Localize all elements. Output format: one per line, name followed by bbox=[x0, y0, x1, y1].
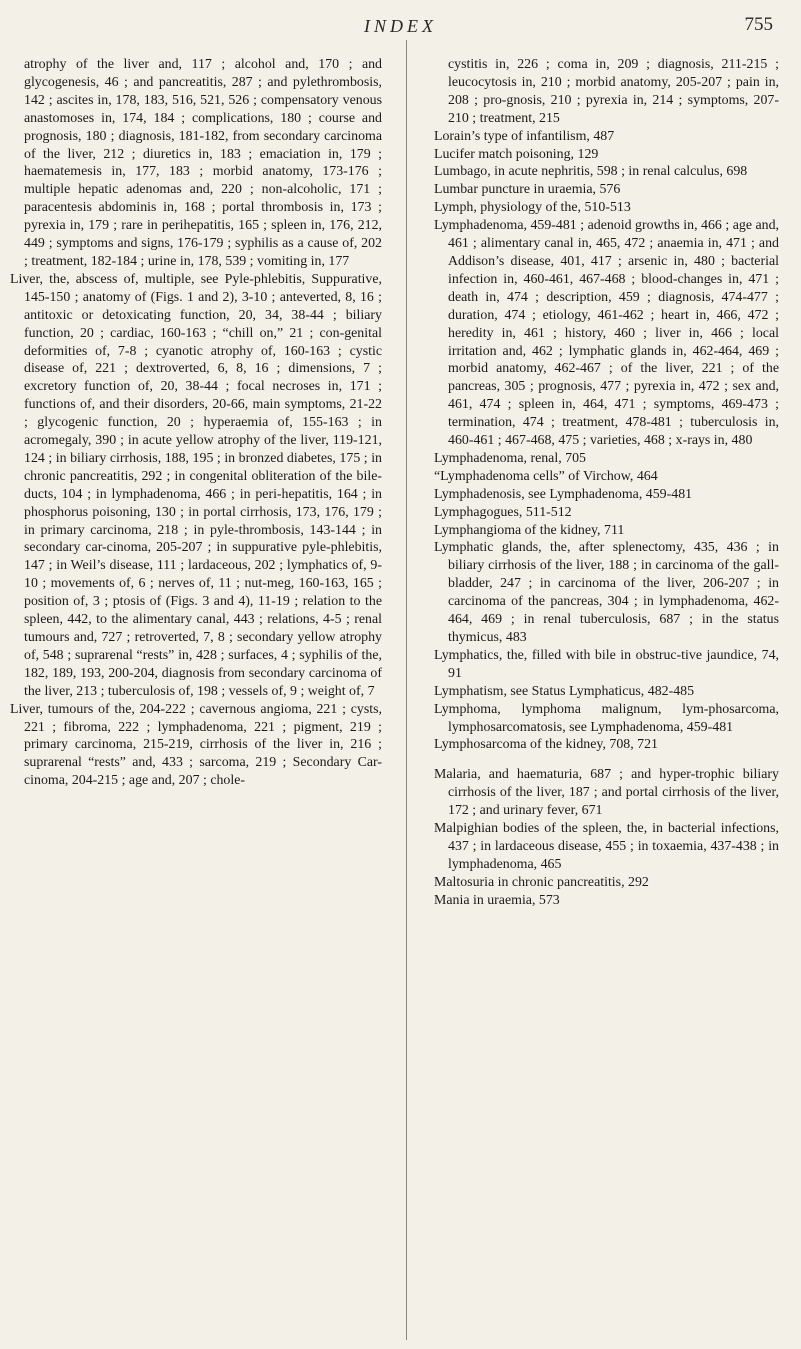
index-entry: Liver, tumours of the, 204-222 ; cavernous angioma, 221 ; cysts, 221 ; fibroma, 222 ; lymphadenoma, 221 ; pigment, 219 ; primary carcinoma, 215-219, cirrhosis of the liver in, 216 ; suprarenal “rests” and, 433 ; sarcoma, 219 ; Secondary Car-cinoma, 204-215 ; age and, 207 ; chole- bbox=[10, 701, 382, 789]
index-entry: Lumbar puncture in uraemia, 576 bbox=[434, 182, 621, 198]
index-entry: Lymphagogues, 511-512 bbox=[434, 504, 572, 520]
index-entry: Malaria, and haematuria, 687 ; and hyper-trophic biliary cirrhosis of the liver, 187 ; and portal cirrhosis of the liver, 172 ; and urinary fever, 671 bbox=[434, 767, 779, 819]
index-entry: Lumbago, in acute nephritis, 598 ; in renal calculus, 698 bbox=[434, 164, 748, 180]
index-entry: Lymphoma, lymphoma malignum, lym-phosarcoma, lymphosarcomatosis, see Lymphadenoma, 459-481 bbox=[434, 701, 779, 735]
index-entry: Lymphadenosis, see Lymphadenoma, 459-481 bbox=[434, 486, 693, 502]
index-entry: Lorain’s type of infantilism, 487 bbox=[434, 128, 615, 144]
index-entry: Lymphatics, the, filled with bile in obstruc-tive jaundice, 74, 91 bbox=[434, 647, 779, 681]
index-entry: Lucifer match poisoning, 129 bbox=[434, 146, 599, 162]
index-entry: Mania in uraemia, 573 bbox=[434, 892, 560, 908]
index-entry: “Lymphadenoma cells” of Virchow, 464 bbox=[434, 468, 658, 484]
index-entry: Malpighian bodies of the spleen, the, in bacterial infections, 437 ; in lardaceous disease, 455 ; in toxaemia, 437-438 ; in lymphadenoma, 465 bbox=[434, 821, 779, 872]
left-column bbox=[10, 56, 382, 1336]
running-title: INDEX bbox=[364, 16, 437, 36]
right-column bbox=[434, 56, 779, 1336]
index-entry: Liver, the, abscess of, multiple, see Pyle-phlebitis, Suppurative, 145-150 ; anatomy of (Figs. 1 and 2), 3-10 ; anteverted, 8, 16 ; antitoxic or detoxicating function, 20, 34, 38-44 ; biliary function, 20 ; cardiac, 160-163 ; “chill on,” 21 ; con-genital deformities of, 7-8 ; cyanotic atrophy of, 160-163 ; cystic disease of, 221 ; dextroverted, 6, 8, 16 ; dimensions, 7 ; excretory function of, 20, 38-44 ; focal necroses in, 171 ; functions of, and their disorders, 20-66, main symptoms, 21-22 ; glycogenic function, 20 ; hyperaemia of, 155-163 ; in acromegaly, 390 ; in acute yellow atrophy of the liver, 119-121, 124 ; in biliary cirrhosis, 188, 195 ; in bronzed diabetes, 175 ; in chronic pancreatitis, 292 ; in congenital obliteration of the bile-ducts, 104 ; in lymphadenoma, 466 ; in peri-hepatitis, 164 ; in phosphorus poisoning, 130 ; in portal cirrhosis, 173, 176, 179 ; in primary carcinoma, 218 ; in pyle-thrombosis, 143-144 ; in secondary car-cinoma, 205-207 ; in suppurative pyle-phlebitis, 147 ; in Weil’s disease, 111 ; lardaceous, 202 ; lymphatics of, 9-10 ; movements of, 6 ; nerves of, 11 ; nut-meg, 160-163, 165 ; position of, 3 ; ptosis of (Figs. 3 and 4), 11-19 ; relation to the spleen, 442, to the alimentary canal, 443 ; relations, 4-5 ; renal tumours and, 727 ; retroverted, 7, 8 ; secondary yellow atrophy of, 548 ; suprarenal “rests” in, 428 ; surfaces, 4 ; syphilis of the, 182, 189, 193, 200-204, diagnosis from secondary carcinoma of the liver, 213 ; tuberculosis of, 198 ; vessels of, 9 ; weight of, 7 bbox=[10, 271, 382, 699]
page-header bbox=[0, 10, 801, 40]
index-entry: Lymphangioma of the kidney, 711 bbox=[434, 522, 625, 538]
column-divider bbox=[406, 40, 407, 1340]
index-entry: Maltosuria in chronic pancreatitis, 292 bbox=[434, 874, 649, 890]
index-entry: cystitis in, 226 ; coma in, 209 ; diagnosis, 211-215 ; leucocytosis in, 210 ; morbid anatomy, 205-207 ; pain in, 208 ; pro-gnosis, 210 ; pyrexia in, 214 ; symptoms, 207-210 ; treatment, 215 bbox=[448, 57, 779, 126]
index-entry: Lymphatism, see Status Lymphaticus, 482-485 bbox=[434, 683, 695, 699]
index-entry: Lymphosarcoma of the kidney, 708, 721 bbox=[434, 737, 659, 753]
index-entry: atrophy of the liver and, 117 ; alcohol and, 170 ; and glycogenesis, 46 ; and pancreatitis, 287 ; and pylethrombosis, 142 ; ascites in, 178, 183, 516, 521, 526 ; compensatory venous anastomoses in, 174, 184 ; complications, 180 ; course and prognosis, 180 ; diagnosis, 181-182, from secondary carcinoma of the liver, 212 ; diuretics in, 183 ; emaciation in, 179 ; haematemesis in, 177, 183 ; morbid anatomy, 173-176 ; multiple hepatic adenomas and, 220 ; non-alcoholic, 171 ; paracentesis abdominis in, 168 ; portal thrombosis in, 173 ; pyrexia in, 179 ; rare in perihepatitis, 165 ; spleen in, 176, 212, 449 ; symptoms and signs, 176-179 ; syphilis as a cause of, 202 ; treatment, 182-184 ; urine in, 178, 539 ; vomiting in, 177 bbox=[24, 57, 382, 269]
index-entry: Lymphadenoma, 459-481 ; adenoid growths in, 466 ; age and, 461 ; alimentary canal in, 465, 472 ; anaemia in, 471 ; and Addison’s disease, 401, 417 ; arsenic in, 480 ; bacterial infection in, 460-461, 467-468 ; blood-changes in, 471 ; death in, 474 ; description, 459 ; diagnosis, 474-477 ; duration, 474 ; etiology, 461-462 ; heart in, 466, 472 ; heredity in, 461 ; history, 460 ; liver in, 466 ; local irritation and, 462 ; lymphatic glands in, 462-464, 469 ; morbid anatomy, 462-467 ; of the liver, 221 ; of the pancreas, 305 ; prognosis, 477 ; pyrexia in, 472 ; sex and, 461, 474 ; spleen in, 464, 471 ; symptoms, 469-473 ; termination, 474 ; treatment, 478-481 ; tuberculosis in, 460-461 ; 467-468, 475 ; varieties, 468 ; x-rays in, 480 bbox=[434, 218, 779, 449]
page-number: 755 bbox=[744, 14, 773, 35]
index-entry: Lymph, physiology of the, 510-513 bbox=[434, 200, 631, 216]
index-entry: Lymphatic glands, the, after splenectomy, 435, 436 ; in biliary cirrhosis of the liver, 188 ; in carcinoma of the gall-bladder, 247 ; in carcinoma of the liver, 206-207 ; in carcinoma of the pancreas, 304 ; in lymphadenoma, 462-464, 469 ; in renal tuberculosis, 687 ; in the status thymicus, 483 bbox=[434, 540, 779, 645]
index-entry: Lymphadenoma, renal, 705 bbox=[434, 450, 586, 466]
